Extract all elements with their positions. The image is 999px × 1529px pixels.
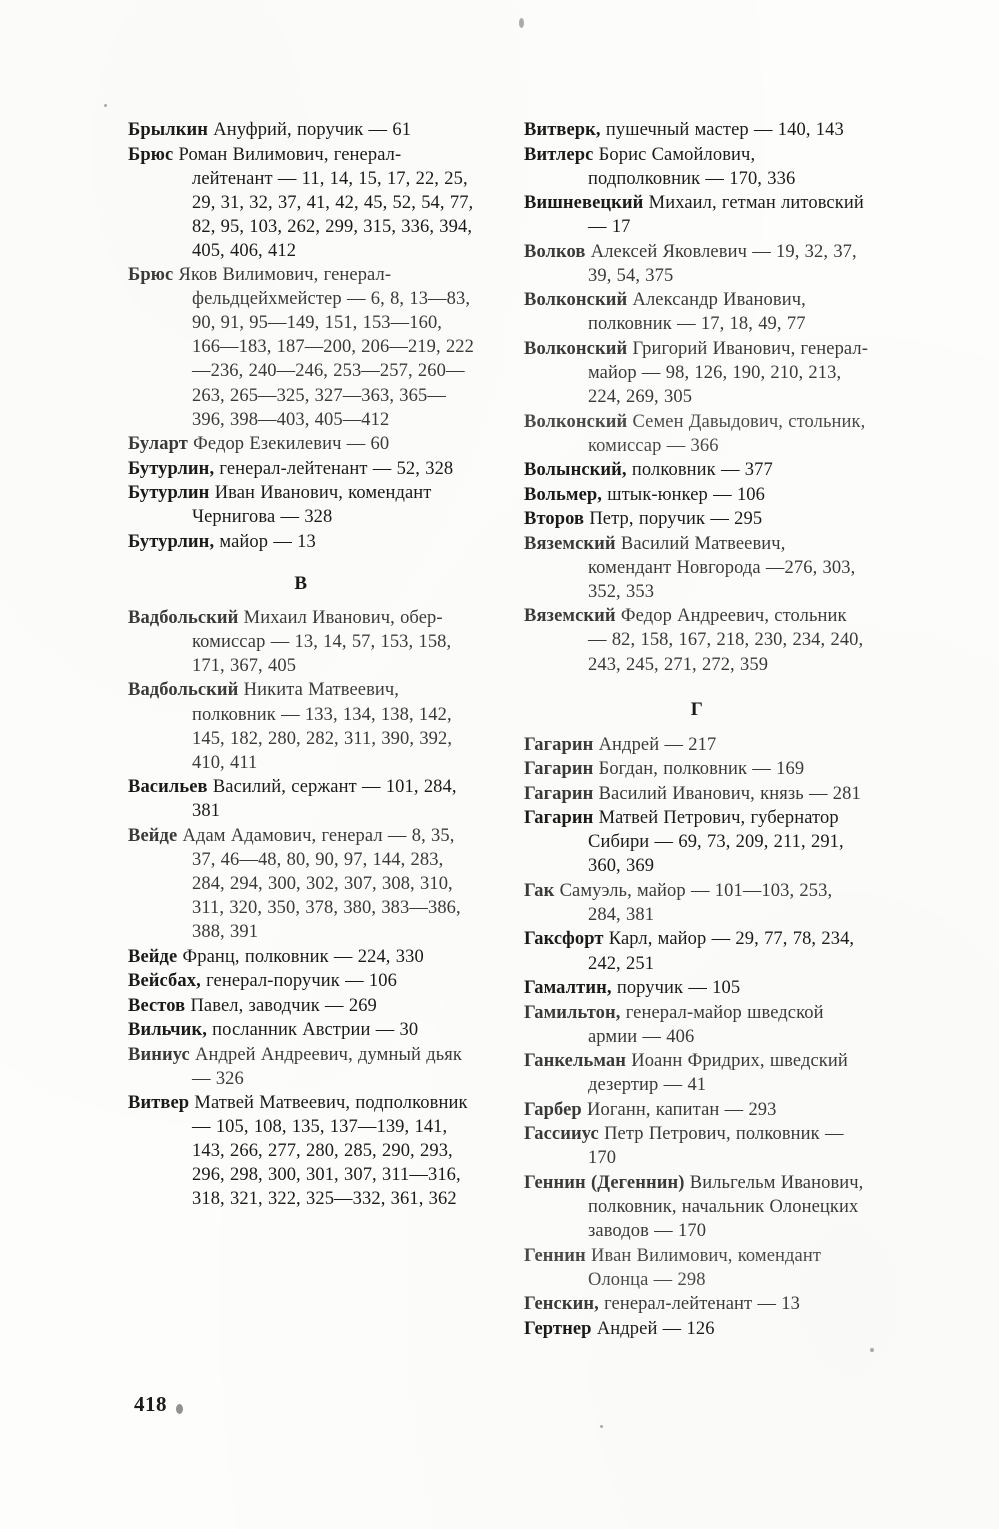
entry-name: Гак bbox=[524, 880, 555, 901]
index-entry bbox=[524, 532, 870, 604]
entry-name: Васильев bbox=[128, 777, 208, 798]
entry-name: Бутурлин, bbox=[128, 531, 215, 552]
right-column bbox=[524, 118, 870, 1341]
entry-name: Вяземский bbox=[524, 533, 616, 554]
page-number: 418 bbox=[134, 1392, 167, 1416]
entry-name: Геннин bbox=[524, 1245, 586, 1266]
entry-details: Карл, майор — 29, 77, 78, 234, 242, 251 bbox=[588, 929, 855, 974]
index-entry bbox=[128, 1043, 474, 1091]
entry-name: Брюс bbox=[128, 144, 174, 165]
entry-name: Буларт bbox=[128, 434, 188, 455]
entry-details: Алексей Яковлевич — 19, 32, 37, 39, 54, 375 bbox=[588, 241, 857, 286]
entry-details: Петр Петрович, полковник — 170 bbox=[588, 1124, 844, 1169]
entry-name: Гагарин bbox=[524, 734, 594, 755]
index-entry bbox=[524, 757, 870, 781]
entry-details: Матвей Петрович, губернатор Сибири — 69, 73, 209, 211, 291, 360, 369 bbox=[588, 808, 844, 877]
entry-details: Павел, заводчик — 269 bbox=[190, 995, 377, 1016]
entry-details: Иван Вилимович, комендант Олонца — 298 bbox=[588, 1245, 822, 1290]
entry-name: Бутурлин bbox=[128, 483, 210, 504]
scan-speck bbox=[870, 1348, 874, 1352]
entry-name: Вадбольский bbox=[128, 680, 239, 701]
entry-name: Вестов bbox=[128, 995, 186, 1016]
index-entry bbox=[524, 1317, 870, 1341]
entry-details: поручик — 105 bbox=[616, 978, 741, 999]
entry-details: Василий Иванович, князь — 281 bbox=[598, 783, 861, 804]
scan-speck bbox=[600, 1425, 603, 1428]
index-entry bbox=[524, 1244, 870, 1292]
entry-details: Матвей Матвеевич, подполковник — 105, 108, 135, 137—139, 141, 143, 266, 277, 280, 285, 290, 293, 296, 298, 300, 301, 307, 311—316, 318, 321, 322, 325—332, 361, 362 bbox=[192, 1093, 468, 1210]
entry-name: Гарбер bbox=[524, 1099, 582, 1120]
entry-details: Иван Иванович, комендант Чернигова — 328 bbox=[192, 483, 432, 528]
entry-details: штык-юнкер — 106 bbox=[607, 484, 765, 505]
entry-name: Ганкельман bbox=[524, 1051, 627, 1072]
entry-name: Витлерс bbox=[524, 144, 594, 165]
entry-name: Вейде bbox=[128, 825, 178, 846]
index-entry bbox=[128, 143, 474, 263]
entry-name: Гамильтон, bbox=[524, 1002, 621, 1023]
entry-details: Иоганн, капитан — 293 bbox=[587, 1099, 777, 1120]
index-entry bbox=[128, 994, 474, 1018]
entry-name: Витвер bbox=[128, 1093, 190, 1114]
index-entry bbox=[128, 945, 474, 969]
index-entry bbox=[524, 1049, 870, 1097]
entry-name: Вейде bbox=[128, 946, 178, 967]
index-entry bbox=[524, 1001, 870, 1049]
index-entry bbox=[128, 678, 474, 774]
entry-name: Волконский bbox=[524, 290, 628, 311]
entry-name: Второв bbox=[524, 509, 585, 530]
entry-name: Генскин, bbox=[524, 1294, 599, 1315]
index-entry bbox=[524, 806, 870, 878]
index-entry bbox=[524, 1098, 870, 1122]
entry-name: Вадбольский bbox=[128, 607, 239, 628]
index-page-content bbox=[128, 118, 870, 1341]
entry-details: Иоанн Фридрих, шведский дезертир — 41 bbox=[588, 1051, 848, 1096]
index-entry bbox=[128, 263, 474, 431]
index-entry bbox=[524, 410, 870, 458]
two-column-layout bbox=[128, 118, 870, 1341]
entry-name: Волков bbox=[524, 241, 586, 262]
entry-details: Борис Самойлович, подполковник — 170, 336 bbox=[588, 144, 796, 189]
left-column bbox=[128, 118, 474, 1212]
entry-details: Василий, сержант — 101, 284, 381 bbox=[192, 777, 457, 822]
entry-details: пушечный мастер — 140, 143 bbox=[605, 120, 844, 140]
entry-name: Брылкин bbox=[128, 120, 209, 140]
index-entry bbox=[524, 191, 870, 239]
entry-name: Виниус bbox=[128, 1044, 190, 1065]
entry-name: Витверк, bbox=[524, 120, 601, 140]
entry-details: Михаил, гетман литовский — 17 bbox=[588, 193, 864, 238]
entry-details: Франц, полковник — 224, 330 bbox=[182, 946, 424, 967]
index-entry bbox=[128, 775, 474, 823]
index-entry bbox=[524, 782, 870, 806]
scan-speck bbox=[176, 1404, 183, 1414]
section-heading-g: Г bbox=[690, 698, 704, 720]
index-entry bbox=[524, 337, 870, 409]
index-entry bbox=[524, 483, 870, 507]
index-entry bbox=[524, 1122, 870, 1170]
index-entry bbox=[128, 530, 474, 554]
entry-details: Вильгельм Иванович, полковник, начальник Олонецких заводов — 170 bbox=[588, 1172, 864, 1242]
entry-name: Гагарин bbox=[524, 808, 594, 829]
scan-speck bbox=[104, 104, 107, 107]
entry-name: Гагарин bbox=[524, 759, 594, 780]
entry-name: Геннин (Дегеннин) bbox=[524, 1172, 685, 1193]
entry-name: Гаксфорт bbox=[524, 929, 604, 950]
entry-name: Волконский bbox=[524, 338, 628, 359]
entry-name: Гамалтин, bbox=[524, 978, 612, 999]
entry-details: Андрей — 217 bbox=[598, 734, 717, 755]
index-entry bbox=[128, 1018, 474, 1042]
entry-details: Григорий Иванович, генерал-майор — 98, 126, 190, 210, 213, 224, 269, 305 bbox=[588, 338, 869, 408]
entry-details: Богдан, полковник — 169 bbox=[598, 759, 805, 780]
index-entry bbox=[524, 288, 870, 336]
index-entry bbox=[128, 118, 474, 142]
entry-name: Волынский, bbox=[524, 460, 627, 481]
index-entry bbox=[524, 240, 870, 288]
index-entry bbox=[524, 976, 870, 1000]
index-entry bbox=[128, 1091, 474, 1211]
entry-details: Василий Матвеевич, комендант Новгорода —276, 303, 352, 353 bbox=[588, 533, 856, 602]
entry-name: Бутурлин, bbox=[128, 458, 215, 479]
index-entry bbox=[524, 879, 870, 927]
index-entry bbox=[524, 733, 870, 757]
scan-speck bbox=[519, 18, 524, 28]
entry-details: генерал-майор шведской армии — 406 bbox=[588, 1002, 824, 1047]
index-entry bbox=[524, 1171, 870, 1243]
entry-details: Петр, поручик — 295 bbox=[589, 509, 763, 530]
entry-details: посланник Австрии — 30 bbox=[212, 1020, 419, 1041]
index-entry bbox=[524, 143, 870, 191]
entry-name: Вишневецкий bbox=[524, 193, 644, 214]
index-entry bbox=[128, 432, 474, 456]
index-entry bbox=[128, 969, 474, 993]
entry-details: Михаил Иванович, обер-комиссар — 13, 14, 57, 153, 158, 171, 367, 405 bbox=[192, 607, 452, 676]
section-heading-v: В bbox=[294, 572, 308, 594]
entry-details: Андрей Андреевич, думный дьяк — 326 bbox=[192, 1044, 462, 1089]
entry-details: Андрей — 126 bbox=[596, 1318, 715, 1339]
entry-name: Вейсбах, bbox=[128, 971, 201, 992]
entry-name: Волконский bbox=[524, 411, 628, 432]
index-entry bbox=[524, 458, 870, 482]
index-entry bbox=[524, 507, 870, 531]
entry-name: Брюс bbox=[128, 265, 174, 286]
entry-details: Ануфрий, поручик — 61 bbox=[213, 120, 412, 140]
entry-name: Вильчик, bbox=[128, 1020, 207, 1041]
entry-details: генерал-поручик — 106 bbox=[206, 971, 397, 992]
entry-details: полковник — 377 bbox=[631, 460, 773, 481]
entry-name: Гассииус bbox=[524, 1124, 599, 1145]
entry-details: Федор Езекилевич — 60 bbox=[193, 434, 390, 455]
entry-details: Самуэль, майор — 101—103, 253, 284, 381 bbox=[559, 880, 833, 925]
entry-name: Гагарин bbox=[524, 783, 594, 804]
entry-details: Никита Матвеевич, полковник — 133, 134, 138, 142, 145, 182, 280, 282, 311, 390, 392, 410, 411 bbox=[192, 680, 453, 773]
entry-details: Адам Адамович, генерал — 8, 35, 37, 46—48, 80, 90, 97, 144, 283, 284, 294, 300, 302, 307, 308, 310, 311, 320, 350, 378, 380, 383—386, 388, 391 bbox=[182, 825, 461, 942]
entry-details: Роман Вилимович, генерал-лейтенант — 11, 14, 15, 17, 22, 25, 29, 31, 32, 37, 41, 42, 45, 52, 54, 77, 82, 95, 103, 262, 299, 315, 336, 394, 405, 406, 412 bbox=[178, 144, 474, 261]
entry-details: Яков Вилимович, генерал-фельдцейхмейстер — 6, 8, 13—83, 90, 91, 95—149, 151, 153—160, 166—183, 187—200, 206—219, 222—236, 240—246, 253—257, 260—263, 265—325, 327—363, 365—396, 398—403, 405—412 bbox=[178, 265, 474, 430]
entry-details: Федор Андреевич, стольник — 82, 158, 167, 218, 230, 234, 240, 243, 245, 271, 272, 359 bbox=[588, 606, 864, 675]
entry-details: майор — 13 bbox=[219, 531, 316, 552]
index-entry bbox=[128, 481, 474, 529]
index-entry bbox=[524, 604, 870, 676]
entry-details: Александр Иванович, полковник — 17, 18, 49, 77 bbox=[588, 290, 806, 335]
index-entry bbox=[128, 457, 474, 481]
index-entry bbox=[524, 927, 870, 975]
entry-details: Семен Давыдович, стольник, комиссар — 366 bbox=[588, 411, 866, 456]
index-entry bbox=[128, 606, 474, 678]
index-entry bbox=[524, 1292, 870, 1316]
entry-name: Гертнер bbox=[524, 1318, 592, 1339]
index-entry bbox=[128, 824, 474, 944]
entry-details: генерал-лейтенант — 13 bbox=[604, 1294, 800, 1315]
entry-name: Вольмер, bbox=[524, 484, 603, 505]
index-entry bbox=[524, 118, 870, 142]
entry-name: Вяземский bbox=[524, 606, 616, 627]
entry-details: генерал-лейтенант — 52, 328 bbox=[219, 458, 454, 479]
